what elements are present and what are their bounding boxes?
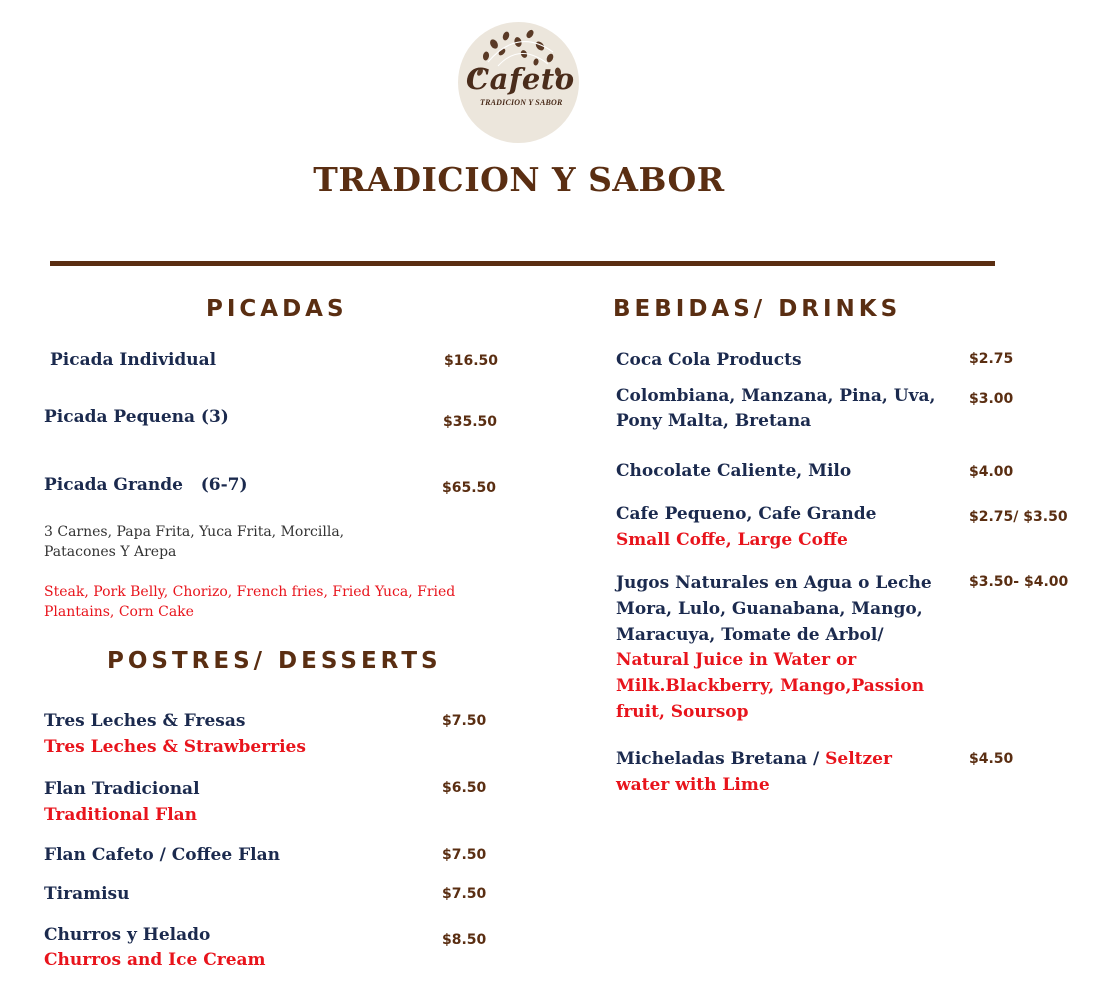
menu-item-name: Jugos Naturales en Agua o Leche <box>616 573 932 593</box>
divider <box>50 261 995 266</box>
menu-item-name: Mora, Lulo, Guanabana, Mango, <box>616 599 923 619</box>
section-heading-bebidas: BEBIDAS/ DRINKS <box>613 296 902 322</box>
menu-item-name: Pony Malta, Bretana <box>616 411 812 431</box>
menu-item-name: Flan Cafeto / Coffee Flan <box>44 845 281 865</box>
menu-item-name: Picada Grande (6-7) <box>44 475 248 495</box>
menu-item-price: $6.50 <box>442 780 487 796</box>
picada-description-english: Plantains, Corn Cake <box>44 604 194 620</box>
menu-item-translation: Natural Juice in Water or <box>616 650 857 670</box>
menu-item-translation: Milk.Blackberry, Mango,Passion <box>616 676 925 696</box>
menu-item-name: Picada Pequena (3) <box>44 407 229 427</box>
page-title: TRADICION Y SABOR <box>313 160 725 199</box>
menu-item-name: Churros y Helado <box>44 925 211 945</box>
menu-item-translation: Tres Leches & Strawberries <box>44 737 306 757</box>
menu-item-price: $3.00 <box>969 391 1014 407</box>
menu-item-translation: Traditional Flan <box>44 805 198 825</box>
menu-item-price: $2.75/ $3.50 <box>969 509 1068 525</box>
menu-item-name-line <box>616 746 892 772</box>
section-heading-postres: POSTRES/ DESSERTS <box>107 648 442 674</box>
menu-item-price: $2.75 <box>969 351 1014 367</box>
menu-item-price: $3.50- $4.00 <box>969 574 1069 590</box>
menu-item-translation: Churros and Ice Cream <box>44 950 266 970</box>
menu-item-price: $7.50 <box>442 713 487 729</box>
picada-description: Patacones Y Arepa <box>44 544 177 560</box>
cafeto-logo <box>458 22 579 143</box>
menu-item-price: $7.50 <box>442 847 487 863</box>
menu-item-translation: Small Coffe, Large Coffe <box>616 530 848 550</box>
menu-item-price: $7.50 <box>442 886 487 902</box>
menu-item-name: Tiramisu <box>44 884 130 904</box>
menu-item-price: $4.00 <box>969 464 1014 480</box>
picada-description: 3 Carnes, Papa Frita, Yuca Frita, Morcilla, <box>44 524 345 540</box>
menu-item-price: $35.50 <box>443 414 498 430</box>
menu-item-name: Colombiana, Manzana, Pina, Uva, <box>616 386 936 406</box>
menu-item-price: $4.50 <box>969 751 1014 767</box>
menu-item-name: Coca Cola Products <box>616 350 802 370</box>
picada-description-english: Steak, Pork Belly, Chorizo, French fries, Fried Yuca, Fried <box>44 584 456 600</box>
menu-item-price: $8.50 <box>442 932 487 948</box>
menu-item-name: Tres Leches & Fresas <box>44 711 246 731</box>
menu-item-translation: fruit, Soursop <box>616 702 749 722</box>
menu-item-price: $65.50 <box>442 480 497 496</box>
menu-item-price: $16.50 <box>444 353 499 369</box>
menu-item-name: Maracuya, Tomate de Arbol/ <box>616 625 884 645</box>
logo-tagline: TRADICION Y SABOR <box>480 98 563 107</box>
section-heading-picadas: PICADAS <box>206 296 348 322</box>
menu-item-name: Chocolate Caliente, Milo <box>616 461 852 481</box>
menu-item-name: Flan Tradicional <box>44 779 200 799</box>
menu-item-translation: Seltzer <box>825 749 892 769</box>
logo-wordmark: Cafeto <box>466 62 575 96</box>
menu-item-name: Picada Individual <box>50 350 217 370</box>
menu-item-translation: water with Lime <box>616 775 770 795</box>
menu-item-name: Cafe Pequeno, Cafe Grande <box>616 504 877 524</box>
menu-item-name: Micheladas Bretana / <box>616 749 826 769</box>
